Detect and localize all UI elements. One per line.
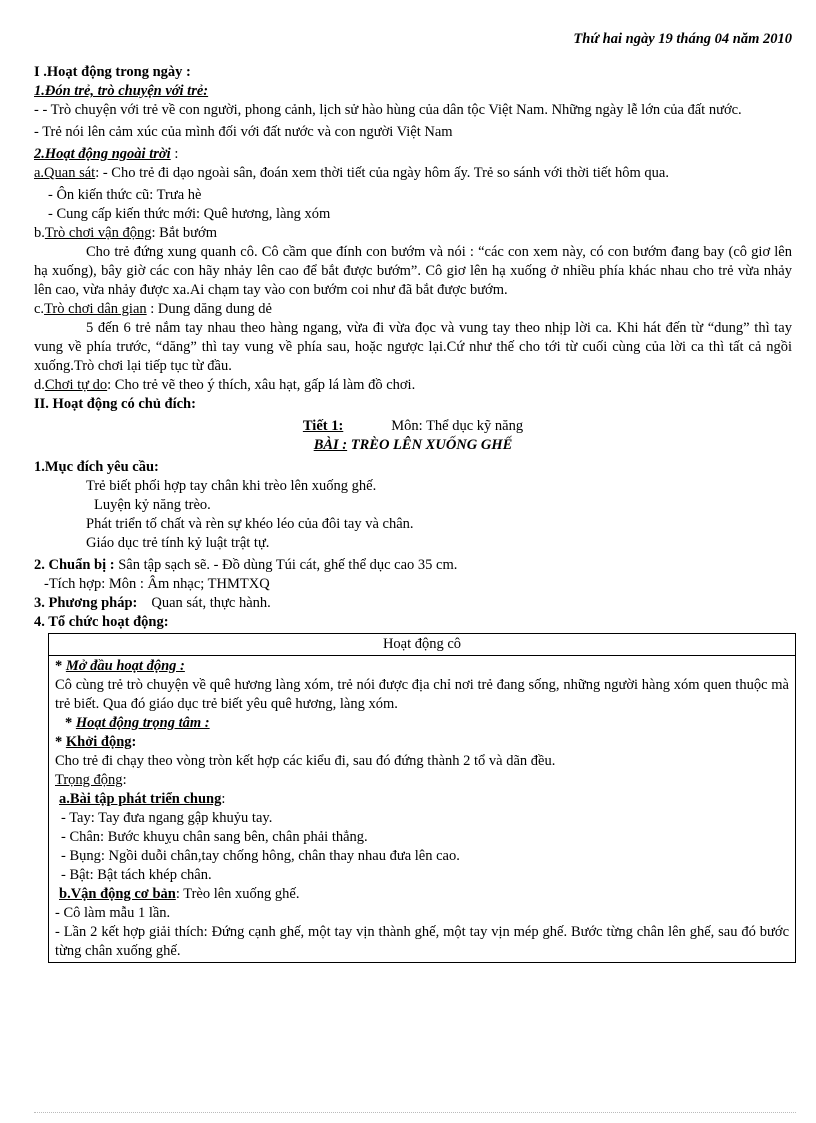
- free-play-line: [34, 376, 792, 395]
- warmup-text: Cho trẻ đi chạy theo vòng tròn kết hợp các kiểu đi, sau đó đứng thành 2 tổ và dãn đều.: [55, 753, 556, 769]
- activity-table-header: Hoạt động cô: [49, 634, 796, 656]
- folk-game-prefix: c.: [34, 301, 45, 317]
- method-text: Quan sát, thực hành.: [151, 595, 271, 611]
- section2-title: II. Hoạt động có chủ đích:: [34, 396, 196, 412]
- preparation-text: Sân tập sạch sẽ. - Đồ dùng Túi cát, ghế thể dục cao 35 cm.: [114, 557, 458, 573]
- free-play-label: Chơi tự do: [44, 377, 108, 393]
- page-bottom-rule: [34, 1112, 796, 1113]
- basic-movement-label: b.Vận động cơ bản: [59, 886, 176, 902]
- lesson-label: Tiết 1:: [302, 418, 344, 434]
- observation-label: a.Quan sát: [34, 165, 96, 181]
- game-motion-prefix: b.: [34, 225, 45, 241]
- basic-movement-heading: [55, 885, 789, 904]
- game-motion-text: : Bắt bướm: [151, 225, 217, 241]
- free-play-text: : Cho trẻ vẽ theo ý thích, xâu hạt, gấp lá làm đồ chơi.: [107, 377, 416, 393]
- warmup-colon: :: [131, 734, 137, 750]
- method-label: 3. Phương pháp:: [34, 595, 138, 611]
- main-movement-heading: [55, 771, 789, 790]
- opening-heading: [55, 657, 789, 676]
- subject-text: Môn: Thể dục kỹ năng: [391, 418, 524, 434]
- observation-item-1: - Ôn kiến thức cũ: Trưa hè: [48, 187, 202, 203]
- opening-text: Cô cùng trẻ trò chuyện về quê hương làng xóm, trẻ nói được địa chỉ nơi trẻ đang sống, những người hàng xóm quen thuộc mà trẻ biết. Qua đó giáo dục trẻ biết yêu quê hương, làng xóm.: [55, 677, 789, 712]
- game-motion-paragraph: Cho trẻ đứng xung quanh cô. Cô cầm que đính con bướm và nói : “các con xem này, có con bướm đang bay (cô giơ lên hạ xuống), bây giờ các con hãy nhảy lên cao để bắt được bướm”. Cô giơ lên hạ xuống ở nhiều phía khác nhau cho trẻ vừa nhảy lên cao, vừa nhảy được xa.Ai chạm tay vào con bướm coi như đã bắt được bướm.: [34, 244, 792, 298]
- main-activity-heading: [55, 714, 789, 733]
- demo-line-1: - Cô làm mẫu 1 lần.: [55, 905, 171, 921]
- exercise-item-2: - Chân: Bước khuỵu chân sang bên, chân phải thẳng.: [61, 829, 368, 845]
- section1-title: I .Hoạt động trong ngày :: [34, 64, 191, 80]
- lesson-line: [34, 417, 792, 436]
- observation-text: : - Cho trẻ đi dạo ngoài sân, đoán xem thời tiết của ngày hôm ấy. Trẻ so sánh với thời tiết hôm qua.: [95, 165, 669, 181]
- main-movement-label: Trọng động: [55, 772, 123, 788]
- activity-table-body: [49, 656, 796, 963]
- date-line: Thứ hai ngày 19 tháng 04 năm 2010: [573, 31, 792, 47]
- folk-game-heading: [34, 300, 792, 319]
- folk-game-label: Trò chơi dân gian: [44, 301, 147, 317]
- welcome-line-1: - - Trò chuyện với trẻ về con người, phong cảnh, lịch sử hào hùng của dân tộc Việt Nam. Những ngày lễ lớn của đất nước.: [34, 102, 742, 118]
- lesson-title-line: [34, 436, 792, 455]
- integration-line: -Tích hợp: Môn : Âm nhạc; THMTXQ: [44, 576, 270, 592]
- lesson-title-label: BÀI :: [313, 437, 348, 453]
- subsection-outdoor-title: 2.Hoạt động ngoài trời: [34, 146, 171, 162]
- exercise-item-4: - Bật: Bật tách khép chân.: [61, 867, 212, 883]
- main-activity-label: Hoạt động trọng tâm :: [75, 715, 210, 731]
- warmup-star: *: [55, 734, 66, 750]
- main-movement-colon: :: [122, 772, 127, 788]
- demo-line-2: - Lần 2 kết hợp giải thích: Đứng cạnh ghế, một tay vịn thành ghế, một tay vịn mép ghế. Bước từng chân lên ghế, sau đó bước từng chân xuống ghế.: [55, 924, 789, 959]
- objectives-title: 1.Mục đích yêu cầu:: [34, 459, 159, 475]
- warmup-heading: [55, 733, 789, 752]
- folk-game-paragraph: 5 đến 6 trẻ nắm tay nhau theo hàng ngang, vừa đi vừa đọc và vung tay theo nhịp lời ca. Khi hát đến từ “dung” thì tay vung về phía trước, “dăng” thì tay vung về phía sau, hoặc ngược lại.Cứ như thế cho tới từ cuối cùng của lời ca thì tất cả ngồi xuống.Trò chơi lại tiếp tục từ đầu.: [34, 320, 792, 374]
- game-motion-label: Trò chơi vận động: [44, 225, 152, 241]
- game-motion-heading: [34, 224, 792, 243]
- main-activity-star: *: [65, 715, 76, 731]
- method-line: [34, 594, 792, 613]
- preparation-line: [34, 556, 792, 575]
- preparation-label: 2. Chuẩn bị :: [34, 557, 115, 573]
- subsection-outdoor-colon: :: [170, 146, 179, 162]
- subsection-welcome-title: 1.Đón trẻ, trò chuyện với trẻ:: [34, 83, 209, 99]
- activity-table: [48, 633, 796, 963]
- general-exercise-heading: [55, 790, 789, 809]
- free-play-prefix: d.: [34, 377, 45, 393]
- basic-movement-text: : Trèo lên xuống ghế.: [175, 886, 300, 902]
- exercise-item-1: - Tay: Tay đưa ngang gập khuỷu tay.: [61, 810, 273, 826]
- observation-item-2: - Cung cấp kiến thức mới: Quê hương, làng xóm: [48, 206, 331, 222]
- organization-title: 4. Tổ chức hoạt động:: [34, 614, 169, 630]
- objective-item-2: Luyện kỷ năng trèo.: [94, 497, 211, 513]
- objective-item-4: Giáo dục trẻ tính kỷ luật trật tự.: [86, 535, 270, 551]
- folk-game-text: : Dung dăng dung dẻ: [146, 301, 272, 317]
- opening-label: Mở đầu hoạt động :: [65, 658, 185, 674]
- exercise-item-3: - Bụng: Ngồi duỗi chân,tay chống hông, chân thay nhau đưa lên cao.: [61, 848, 460, 864]
- observation-paragraph: [34, 164, 792, 183]
- welcome-line-2: - Trẻ nói lên cảm xúc của mình đối với đất nước và con người Việt Nam: [34, 124, 453, 140]
- objective-item-3: Phát triển tố chất và rèn sự khéo léo của đôi tay và chân.: [86, 516, 414, 532]
- subsection-outdoor-heading: [34, 145, 792, 164]
- opening-star: *: [55, 658, 66, 674]
- document-page: [34, 30, 792, 963]
- general-exercise-colon: :: [221, 791, 226, 807]
- general-exercise-label: a.Bài tập phát triển chung: [59, 791, 222, 807]
- objective-item-1: Trẻ biết phối hợp tay chân khi trèo lên xuống ghế.: [86, 478, 377, 494]
- lesson-title-text: TRÈO LÊN XUỐNG GHẾ: [347, 437, 513, 453]
- warmup-label: Khởi động: [65, 734, 132, 750]
